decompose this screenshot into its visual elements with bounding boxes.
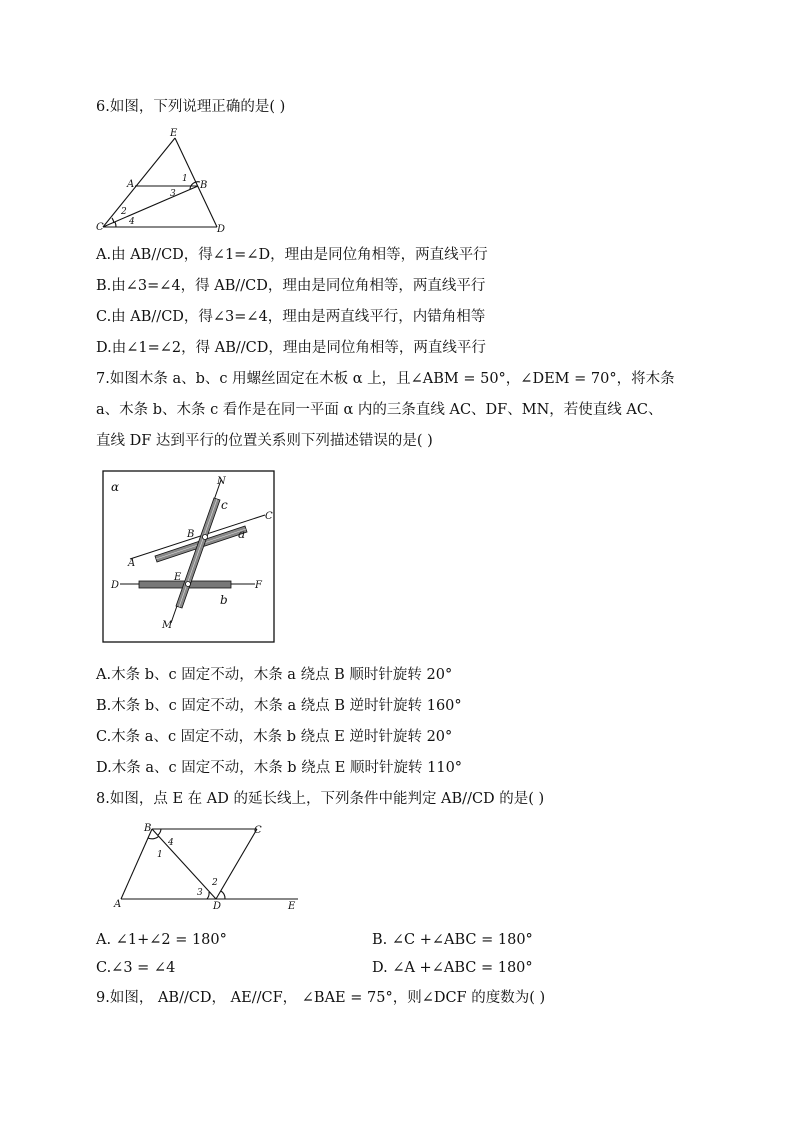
q8-option-d: D. ∠A +∠ABC = 180° bbox=[372, 960, 533, 976]
q6-line-EC bbox=[103, 138, 175, 227]
q8-line-BD bbox=[152, 829, 216, 899]
q7-label-c: c bbox=[221, 498, 228, 512]
q6-option-b: B.由∠3=∠4，得 AB//CD，理由是同位角相等，两直线平行 bbox=[96, 278, 486, 294]
q8-angle-2: 2 bbox=[212, 878, 218, 888]
q6-option-c: C.由 AB//CD，得∠3=∠4，理由是两直线平行，内错角相等 bbox=[96, 309, 486, 325]
q7-label-F: F bbox=[255, 580, 262, 591]
q6-line-CB bbox=[103, 186, 198, 227]
q8-angle-4: 4 bbox=[168, 838, 174, 848]
q8-figure bbox=[108, 820, 308, 912]
q7-stem-line-2: a、木条 b、木条 c 看作是在同一平面 α 内的三条直线 AC、DF、MN，若使直线 AC、 bbox=[96, 402, 663, 418]
q6-label-E: E bbox=[170, 128, 178, 139]
q6-label-D: D bbox=[217, 224, 226, 234]
q7-label-B: B bbox=[187, 529, 195, 540]
q7-option-c: C.木条 a、c 固定不动，木条 b 绕点 E 逆时针旋转 20° bbox=[96, 729, 453, 745]
q6-figure bbox=[96, 126, 236, 234]
q8-angle-1: 1 bbox=[157, 850, 163, 860]
q6-label-B: B bbox=[200, 180, 208, 191]
q8-angle-3: 3 bbox=[197, 888, 203, 898]
q7-screw-B bbox=[203, 535, 208, 540]
q9-stem: 9.如图， AB//CD， AE//CF， ∠BAE = 75°，则∠DCF 的度数为( ) bbox=[96, 990, 546, 1006]
q8-angle-arc-1 bbox=[148, 836, 159, 839]
q8-option-b: B. ∠C +∠ABC = 180° bbox=[372, 932, 533, 948]
q7-option-b: B.木条 b、c 固定不动，木条 a 绕点 B 逆时针旋转 160° bbox=[96, 698, 462, 714]
q6-stem: 6.如图，下列说理正确的是( ) bbox=[96, 99, 286, 115]
q8-line-AB bbox=[121, 829, 152, 899]
q8-label-C: C bbox=[254, 825, 262, 836]
q7-label-alpha: α bbox=[111, 480, 120, 494]
q8-option-c: C.∠3 = ∠4 bbox=[96, 960, 176, 976]
q6-angle-3: 3 bbox=[170, 189, 176, 199]
q7-stem-line-3: 直线 DF 达到平行的位置关系则下列描述错误的是( ) bbox=[96, 433, 433, 449]
q7-option-a: A.木条 b、c 固定不动，木条 a 绕点 B 顺时针旋转 20° bbox=[96, 667, 453, 683]
q8-line-CD bbox=[216, 829, 257, 899]
q6-angle-arc-4 bbox=[115, 222, 116, 227]
q7-figure bbox=[102, 470, 277, 645]
q6-label-A: A bbox=[127, 179, 135, 190]
q6-angle-4: 4 bbox=[129, 217, 135, 227]
q6-label-C: C bbox=[96, 222, 104, 233]
q8-label-D: D bbox=[213, 901, 222, 912]
q7-screw-E bbox=[186, 582, 191, 587]
q7-stem-line-1: 7.如图木条 a、b、c 用螺丝固定在木板 α 上，且∠ABM = 50°，∠DEM = 70°，将木条 bbox=[96, 371, 675, 387]
q6-option-a: A.由 AB//CD，得∠1=∠D，理由是同位角相等，两直线平行 bbox=[96, 247, 488, 263]
q7-label-D: D bbox=[111, 580, 120, 591]
q8-angle-arc-4 bbox=[158, 829, 161, 835]
q7-label-E: E bbox=[174, 572, 182, 583]
q7-label-M: M bbox=[162, 620, 173, 631]
q8-option-a: A. ∠1+∠2 = 180° bbox=[96, 932, 227, 948]
q8-angle-arc-2 bbox=[221, 891, 225, 899]
q8-label-E: E bbox=[288, 901, 296, 912]
q8-stem: 8.如图，点 E 在 AD 的延长线上，下列条件中能判定 AB//CD 的是( ) bbox=[96, 791, 545, 807]
q8-label-A: A bbox=[114, 899, 122, 910]
q6-option-d: D.由∠1=∠2，得 AB//CD，理由是同位角相等，两直线平行 bbox=[96, 340, 486, 356]
q7-option-d: D.木条 a、c 固定不动，木条 b 绕点 E 顺时针旋转 110° bbox=[96, 760, 463, 776]
q7-label-N: N bbox=[217, 476, 226, 487]
q6-angle-2: 2 bbox=[121, 207, 127, 217]
q7-label-C: C bbox=[265, 511, 273, 522]
q7-board-frame bbox=[103, 471, 274, 642]
q7-label-b: b bbox=[220, 593, 228, 607]
q6-angle-1: 1 bbox=[182, 174, 188, 184]
q7-label-A: A bbox=[128, 558, 136, 569]
q7-label-a: a bbox=[238, 527, 246, 541]
q8-label-B: B bbox=[144, 823, 152, 834]
q8-angle-arc-3 bbox=[207, 892, 209, 899]
